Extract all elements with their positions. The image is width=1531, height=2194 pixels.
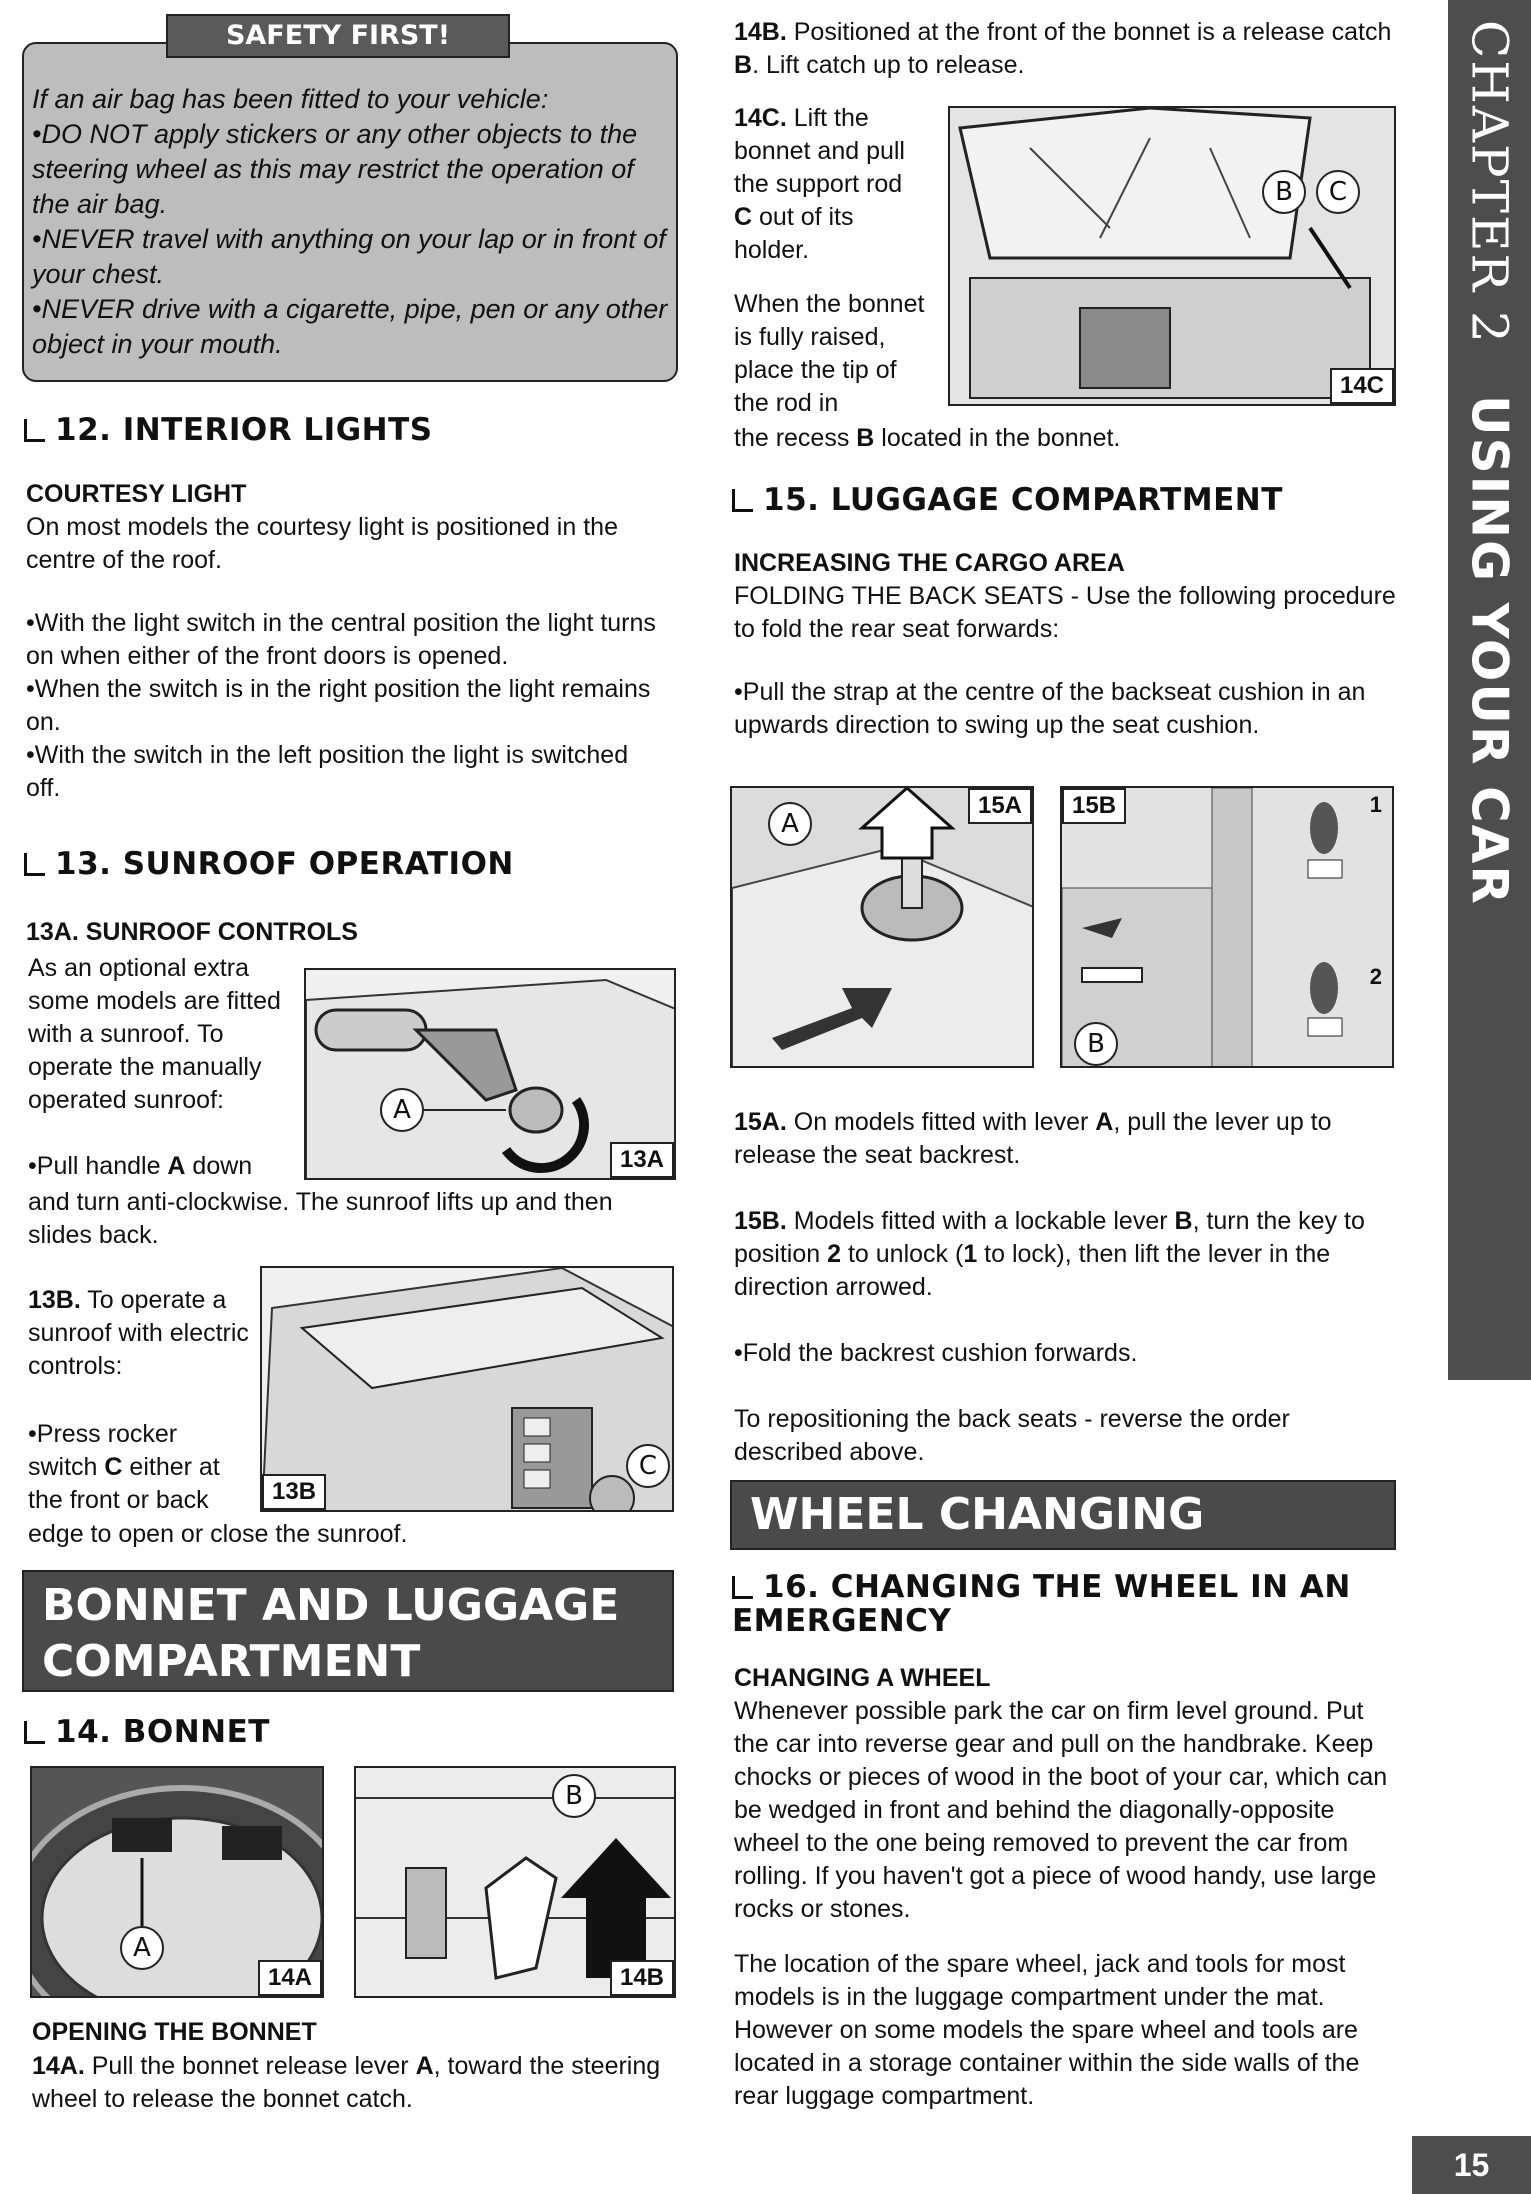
figure-13b bbox=[260, 1266, 674, 1512]
section-15-heading: 15. LUGGAGE COMPARTMENT bbox=[732, 482, 1283, 518]
list-item: • Pull the strap at the centre of the backseat cushion in an upwards direction to swing up the seat cushion. bbox=[734, 676, 1398, 742]
sunroof-13b-continue: edge to open or close the sunroof. bbox=[28, 1520, 408, 1548]
safety-item: • DO NOT apply stickers or any other objects to the steering wheel as this may restrict the operation of the air bag. bbox=[32, 117, 672, 222]
section-13-heading: 13. SUNROOF OPERATION bbox=[24, 846, 514, 882]
figure-14c bbox=[948, 106, 1396, 406]
chapter-label: CHAPTER 2 bbox=[1460, 20, 1519, 345]
spare-wheel-location-text: The location of the spare wheel, jack and tools for most models is in the luggage compartment under the mat. However on some models the spare wheel and tools are located in a storage container within the side walls of the rear luggage compartment. bbox=[734, 1950, 1360, 2110]
callout-a: A bbox=[380, 1088, 424, 1132]
reposition-seats-text: To repositioning the back seats - reverse the order described above. bbox=[734, 1405, 1290, 1466]
folding-seats-text: FOLDING THE BACK SEATS - Use the following procedure to fold the rear seat forwards: bbox=[734, 582, 1396, 643]
figure-13a bbox=[304, 968, 676, 1180]
lockable-lever-illustration bbox=[1062, 788, 1394, 1068]
section-12-body bbox=[26, 478, 666, 805]
figure-label: 13A bbox=[610, 1142, 674, 1178]
engine-bay-illustration bbox=[950, 108, 1396, 406]
sunroof-13b-bullet: • Press rocker switch C either at the front or back bbox=[28, 1418, 250, 1517]
bonnet-14b-text: 14B. Positioned at the front of the bonnet is a release catch B. Lift catch up to release. bbox=[734, 18, 1392, 79]
courtesy-light-text: On most models the courtesy light is positioned in the centre of the roof. bbox=[26, 513, 618, 574]
position-2-label: 2 bbox=[1369, 964, 1382, 989]
callout-a: A bbox=[120, 1926, 164, 1970]
sunroof-controls-subheading: 13A. SUNROOF CONTROLS bbox=[26, 918, 358, 946]
section-16-heading: 16. CHANGING THE WHEEL IN AN EMERGENCY bbox=[732, 1569, 1351, 1639]
banner-wheel-changing: WHEEL CHANGING bbox=[730, 1480, 1396, 1550]
checkbox-icon bbox=[732, 489, 753, 512]
callout-c: C bbox=[626, 1444, 670, 1488]
seat-15a-text: 15A. On models fitted with lever A, pull the lever up to release the seat backrest. bbox=[734, 1108, 1332, 1169]
changing-wheel-text: Whenever possible park the car on firm level ground. Put the car into reverse gear and pull on the handbrake. Keep chocks or pieces of wood in the boot of your car, which can be wedged in front and behind the diagonally-opposite wheel to the one being removed to prevent the car from rolling. If you haven't got a piece of wood handy, use large rocks or stones. bbox=[734, 1697, 1388, 1923]
sunroof-13a-continue: and turn anti-clockwise. The sunroof lifts up and then slides back. bbox=[28, 1188, 613, 1249]
seat-15b-text: 15B. Models fitted with a lockable lever B, turn the key to position 2 to unlock (1 to lock), then lift the lever in the direction arrowed. bbox=[734, 1207, 1365, 1301]
list-item: • Fold the backrest cushion forwards. bbox=[734, 1337, 1398, 1370]
list-item: • When the switch is in the right position the light remains on. bbox=[26, 673, 666, 739]
bonnet-14c-continue: the recess B located in the bonnet. bbox=[734, 424, 1121, 452]
sunroof-13a-text: As an optional extra some models are fitted with a sunroof. To operate the manually operated sunroof: bbox=[28, 954, 281, 1114]
chapter-title: USING YOUR CAR bbox=[1460, 394, 1519, 906]
figure-label: 15B bbox=[1062, 788, 1126, 824]
figure-label: 13B bbox=[262, 1474, 326, 1510]
courtesy-light-subheading: COURTESY LIGHT bbox=[26, 480, 247, 508]
checkbox-icon bbox=[24, 853, 45, 876]
figure-label: 15A bbox=[968, 788, 1032, 824]
figure-15a bbox=[730, 786, 1034, 1068]
checkbox-icon bbox=[732, 1576, 753, 1599]
section-16-body bbox=[734, 1662, 1404, 2113]
bonnet-14c-more: When the bonnet is fully raised, place the tip of the rod in bbox=[734, 290, 925, 417]
safety-item: • NEVER drive with a cigarette, pipe, pen or any other object in your mouth. bbox=[32, 292, 672, 362]
chapter-sidebar-text bbox=[1448, 20, 1531, 1360]
list-item: • With the light switch in the central position the light turns on when either of the front doors is opened. bbox=[26, 607, 666, 673]
banner-bonnet-luggage: BONNET AND LUGGAGE COMPARTMENT bbox=[22, 1570, 674, 1692]
section-15-body bbox=[734, 547, 1398, 742]
callout-b: B bbox=[1262, 170, 1306, 214]
section-12-heading: 12. INTERIOR LIGHTS bbox=[24, 412, 433, 448]
callout-b: B bbox=[1074, 1022, 1118, 1066]
sunroof-13a-bullet: • Pull handle A down bbox=[28, 1150, 290, 1183]
callout-b: B bbox=[552, 1774, 596, 1818]
figure-label: 14A bbox=[258, 1960, 322, 1996]
figure-label: 14B bbox=[610, 1960, 674, 1996]
safety-text bbox=[32, 82, 672, 362]
bonnet-14a-text: 14A. Pull the bonnet release lever A, toward the steering wheel to release the bonnet catch. bbox=[32, 2052, 661, 2113]
callout-a: A bbox=[768, 802, 812, 846]
checkbox-icon bbox=[24, 1721, 45, 1744]
section-14-heading: 14. BONNET bbox=[24, 1714, 270, 1750]
figure-label: 14C bbox=[1330, 368, 1394, 404]
position-1-label: 1 bbox=[1369, 792, 1382, 817]
cargo-area-subheading: INCREASING THE CARGO AREA bbox=[734, 549, 1125, 577]
section-15-instructions bbox=[734, 1106, 1398, 1469]
safety-item: • NEVER travel with anything on your lap or in front of your chest. bbox=[32, 222, 672, 292]
page-number: 15 bbox=[1412, 2136, 1531, 2194]
sunroof-13b-text: 13B. To operate a sunroof with electric controls: bbox=[28, 1286, 249, 1380]
opening-bonnet-subheading: OPENING THE BONNET bbox=[32, 2018, 317, 2046]
safety-intro: If an air bag has been fitted to your vehicle: bbox=[32, 84, 549, 114]
changing-wheel-subheading: CHANGING A WHEEL bbox=[734, 1664, 991, 1692]
checkbox-icon bbox=[24, 419, 45, 442]
callout-c: C bbox=[1316, 170, 1360, 214]
figure-15b bbox=[1060, 786, 1394, 1068]
bonnet-14c-text: 14C. Lift the bonnet and pull the support rod C out of its holder. bbox=[734, 104, 905, 264]
list-item: • With the switch in the left position the light is switched off. bbox=[26, 739, 666, 805]
figure-14b bbox=[354, 1766, 676, 1998]
figure-14a bbox=[30, 1766, 324, 1998]
safety-title: SAFETY FIRST! bbox=[166, 14, 510, 58]
